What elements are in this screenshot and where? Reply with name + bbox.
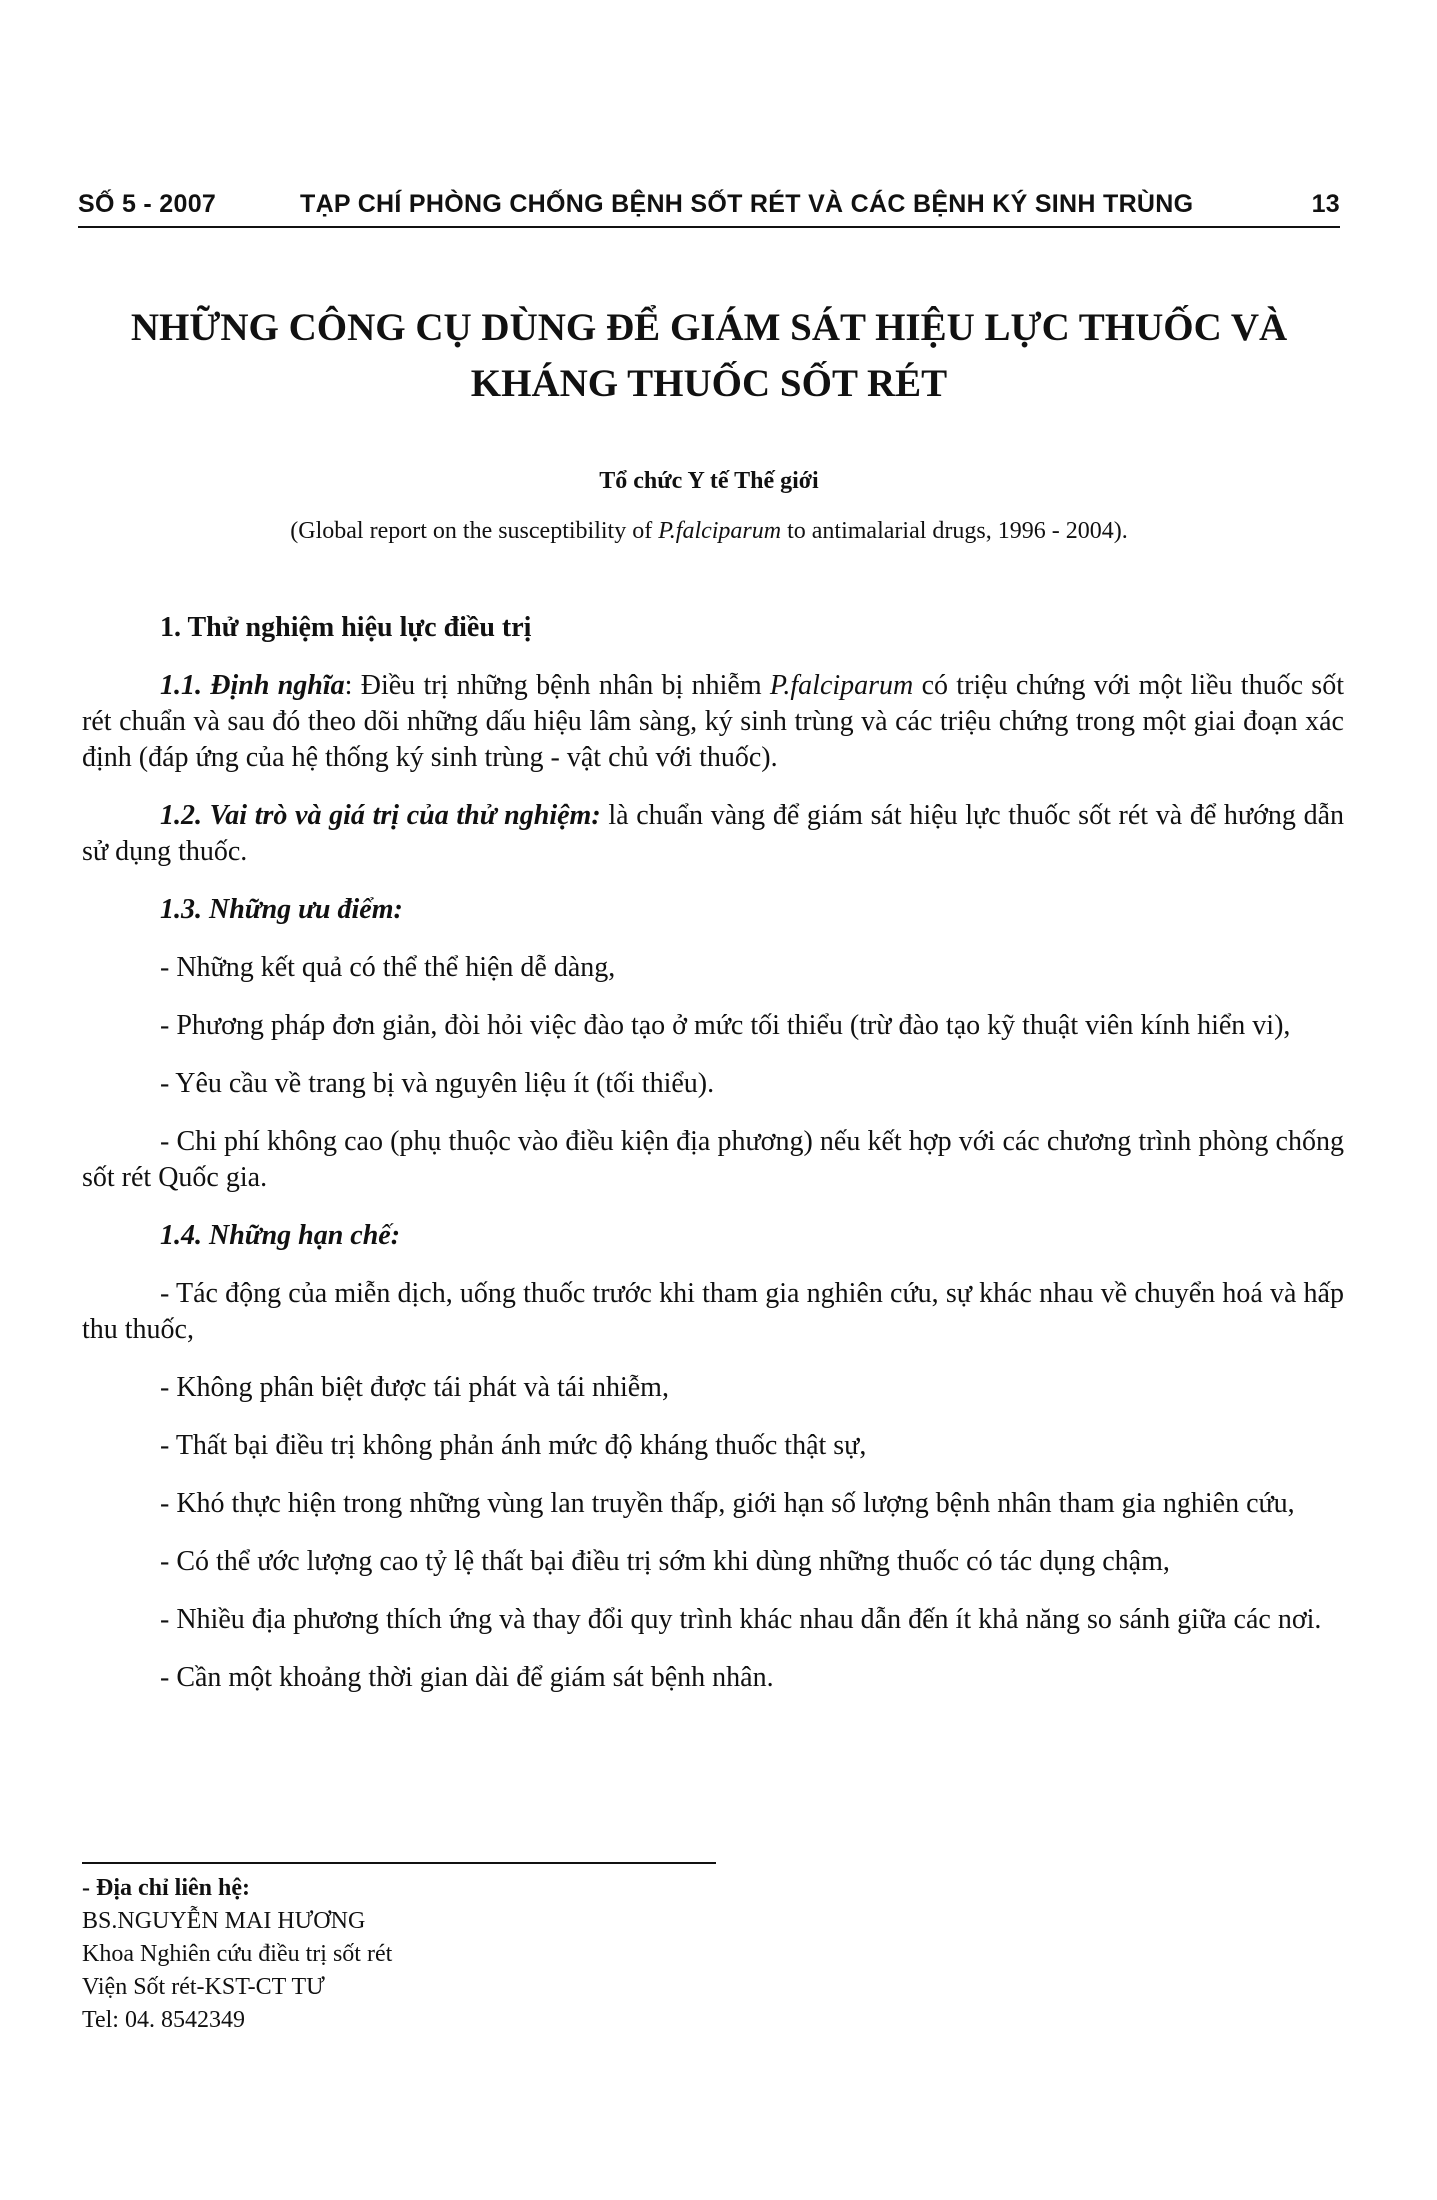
- limitation-item: - Khó thực hiện trong những vùng lan truyền thấp, giới hạn số lượng bệnh nhân tham gia nghiên cứu,: [160, 1488, 1295, 1519]
- role-text: là chuẩn vàng để giám sát hiệu lực thuốc sốt rét và để hướng dẫn sử dụng thuốc.: [82, 800, 1345, 867]
- contact-name: BS.NGUYỄN MAI HƯƠNG: [82, 1908, 366, 1934]
- article-title: [78, 300, 1340, 412]
- source-citation: [78, 518, 1340, 545]
- issue-number: SỐ 5 - 2007: [78, 190, 217, 218]
- definition-species: P.falciparum: [769, 670, 914, 701]
- contact-heading: - Địa chỉ liên hệ:: [82, 1875, 250, 1901]
- advantages-label: 1.3. Những ưu điểm:: [160, 894, 403, 925]
- advantage-item: - Những kết quả có thể thể hiện dễ dàng,: [160, 952, 616, 983]
- contact-institute: Viện Sốt rét-KST-CT TƯ: [82, 1974, 325, 2000]
- contact-department: Khoa Nghiên cứu điều trị sốt rét: [82, 1941, 393, 1967]
- advantage-item: - Yêu cầu về trang bị và nguyên liệu ít (tối thiểu).: [160, 1068, 715, 1099]
- definition-text-a: : Điều trị những bệnh nhân bị nhiễm: [344, 670, 770, 701]
- source-prefix: (Global report on the susceptibility of: [290, 518, 659, 544]
- journal-name: TẠP CHÍ PHÒNG CHỐNG BỆNH SỐT RÉT VÀ CÁC BỆNH KÝ SINH TRÙNG: [300, 190, 1194, 218]
- limitation-item: - Có thể ước lượng cao tỷ lệ thất bại điều trị sớm khi dùng những thuốc có tác dụng chậm,: [160, 1546, 1170, 1577]
- section-heading: 1. Thử nghiệm hiệu lực điều trị: [160, 612, 532, 643]
- definition-label: 1.1. Định nghĩa: [160, 670, 345, 701]
- advantage-item: - Chi phí không cao (phụ thuộc vào điều kiện địa phương) nếu kết hợp với các chương trình phòng chống sốt rét Quốc gia.: [82, 1126, 1344, 1193]
- contact-footnote: [82, 1872, 782, 2037]
- limitation-item: - Tác động của miễn dịch, uống thuốc trước khi tham gia nghiên cứu, sự khác nhau về chuyển hoá và hấp thu thuốc,: [82, 1278, 1344, 1345]
- limitation-item: - Thất bại điều trị không phản ánh mức độ kháng thuốc thật sự,: [160, 1430, 867, 1461]
- author: Tổ chức Y tế Thế giới: [599, 468, 819, 494]
- role-paragraph: [82, 798, 1344, 870]
- contact-phone: Tel: 04. 8542349: [82, 2007, 245, 2033]
- source-suffix: to antimalarial drugs, 1996 - 2004).: [781, 518, 1128, 544]
- definition-text-b: có triệu chứng với một liều thuốc sốt rét chuẩn và sau đó theo dõi những dấu hiệu lâm sàng, ký sinh trùng và các triệu chứng trong một giai đoạn xác định (đáp ứng của hệ thống ký sinh trùng - vật chủ với thuốc).: [82, 670, 1344, 773]
- advantages-heading: [82, 892, 1344, 928]
- title-line-1: NHỮNG CÔNG CỤ DÙNG ĐỂ GIÁM SÁT HIỆU LỰC THUỐC VÀ: [130, 306, 1288, 349]
- title-line-2: KHÁNG THUỐC SỐT RÉT: [470, 362, 948, 405]
- limitations-heading: [82, 1218, 1344, 1254]
- limitation-item: - Nhiều địa phương thích ứng và thay đổi quy trình khác nhau dẫn đến ít khả năng so sánh giữa các nơi.: [160, 1604, 1322, 1635]
- running-header: [78, 190, 1340, 228]
- limitation-item: - Không phân biệt được tái phát và tái nhiễm,: [160, 1372, 669, 1403]
- source-species: P.falciparum: [658, 518, 782, 544]
- advantage-item: - Phương pháp đơn giản, đòi hỏi việc đào tạo ở mức tối thiểu (trừ đào tạo kỹ thuật viên kính hiển vi),: [160, 1010, 1291, 1041]
- limitations-label: 1.4. Những hạn chế:: [160, 1220, 401, 1251]
- role-label: 1.2. Vai trò và giá trị của thử nghiệm:: [160, 800, 601, 831]
- article-body: [82, 610, 1344, 1696]
- footnote-divider: [82, 1862, 716, 1864]
- page-number: 13: [1311, 190, 1340, 218]
- limitation-item: - Cần một khoảng thời gian dài để giám sát bệnh nhân.: [160, 1662, 774, 1693]
- definition-paragraph: [82, 668, 1344, 776]
